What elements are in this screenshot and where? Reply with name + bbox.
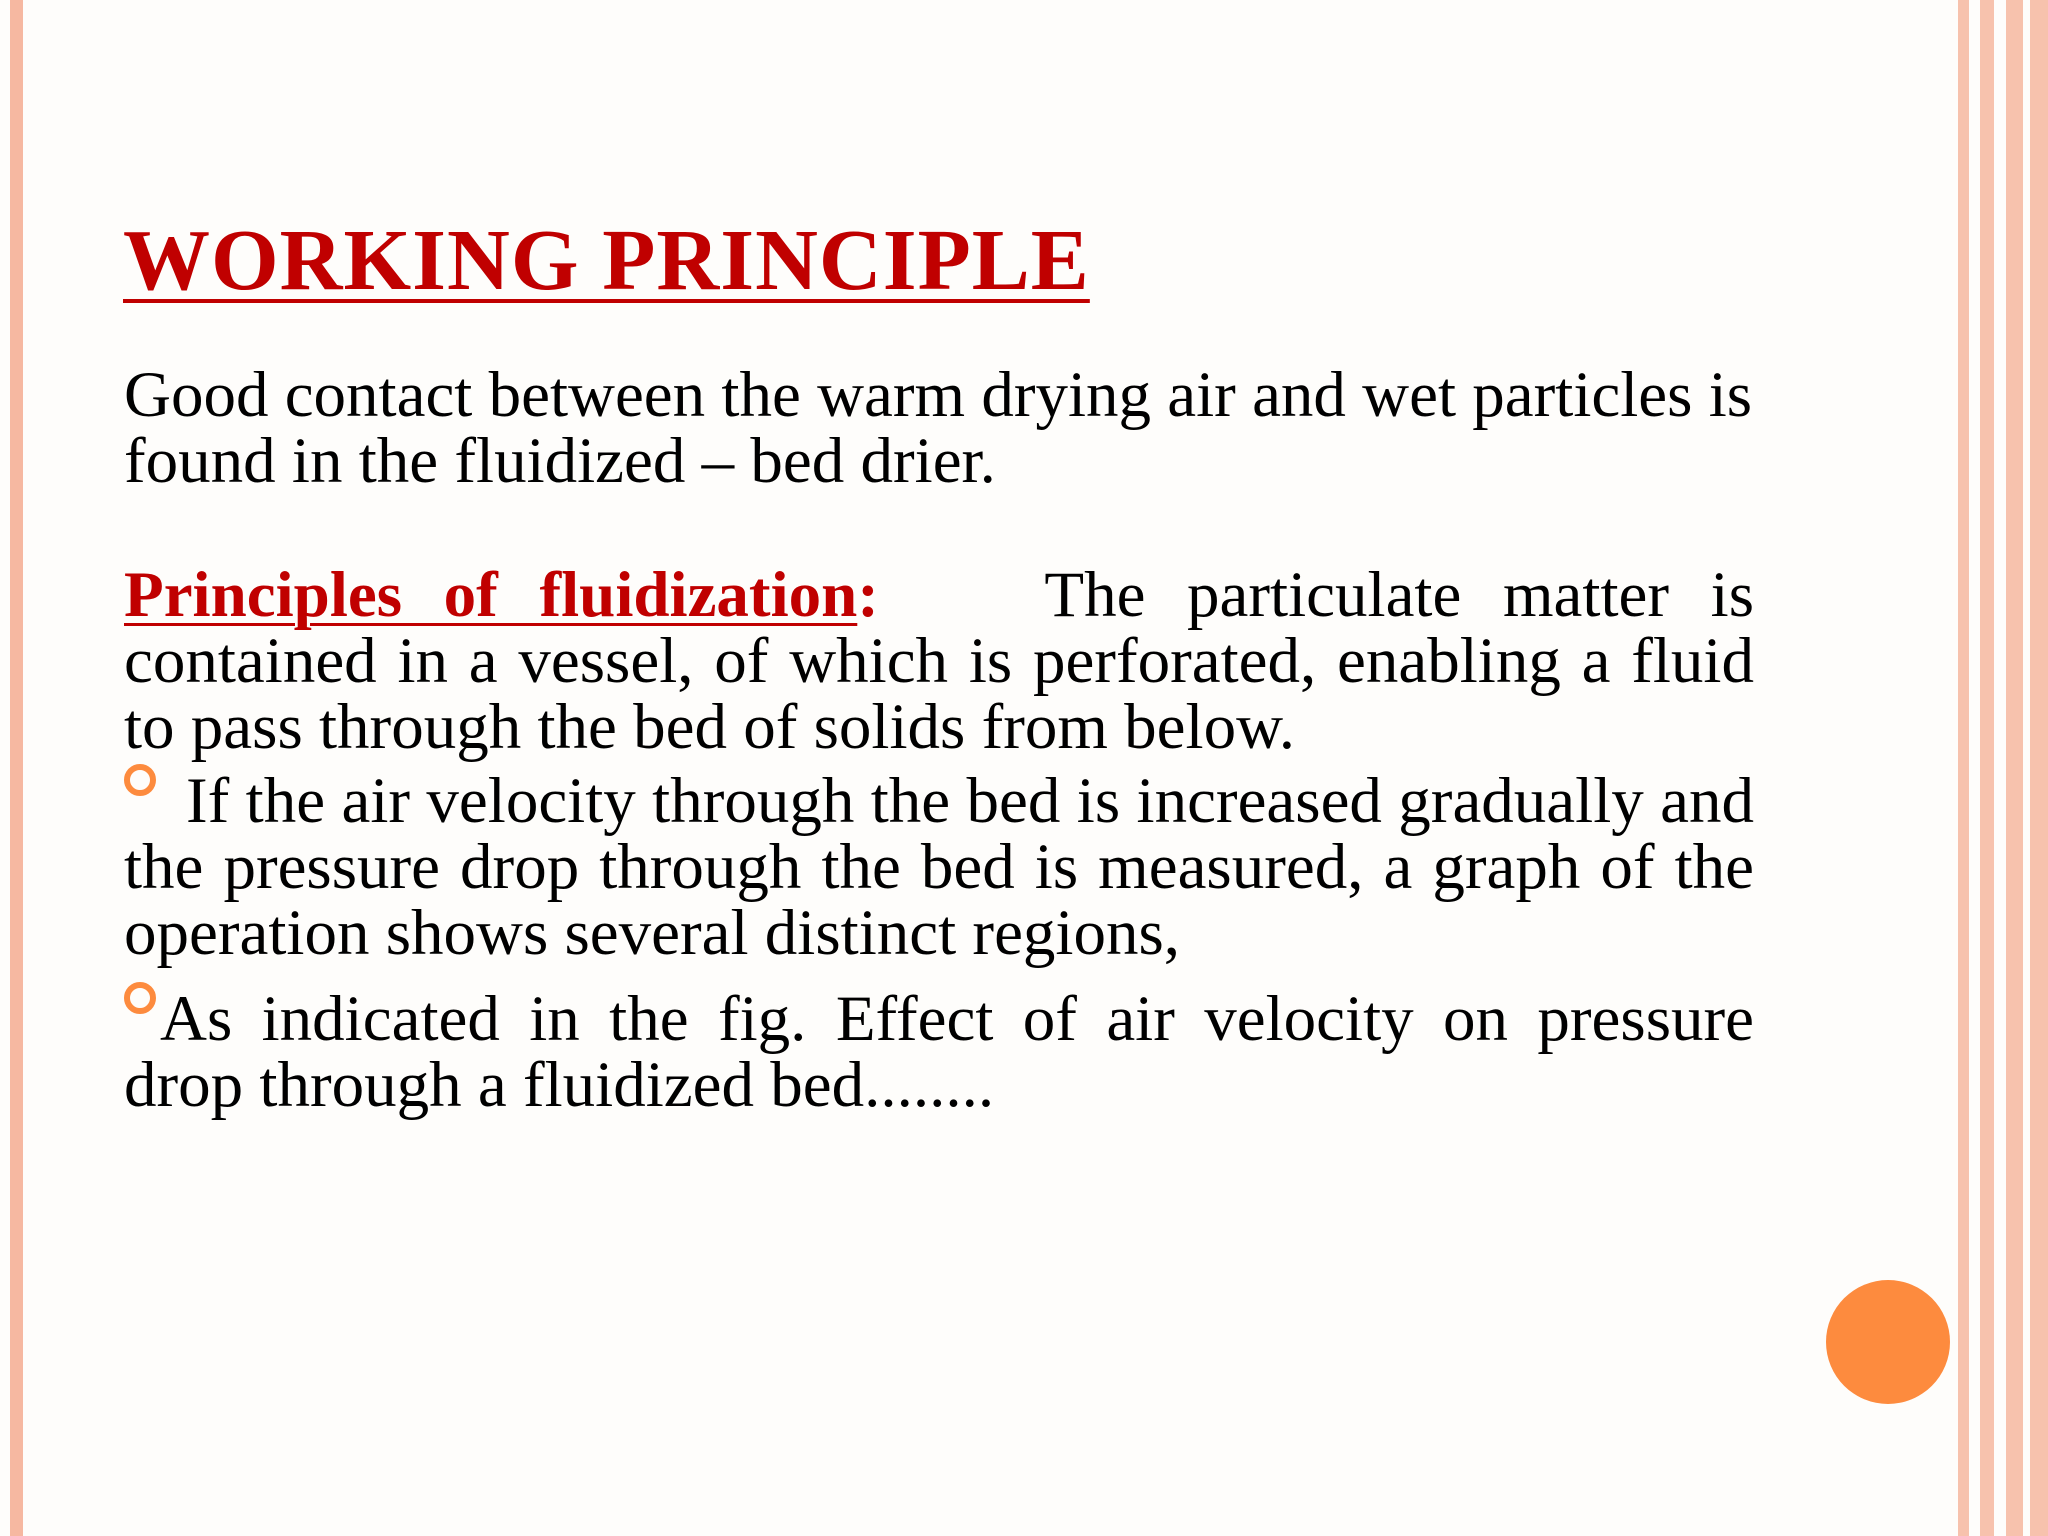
left-border-stripe <box>10 0 23 1536</box>
intro-paragraph: Good contact between the warm drying air and wet particles is found in the fluidized – bed drier. <box>124 359 1753 497</box>
slide-body <box>124 359 1755 1121</box>
right-border-stripe <box>2030 0 2048 1536</box>
slide-title: WORKING PRINCIPLE <box>123 211 1090 308</box>
principles-paragraph <box>124 559 1755 763</box>
hollow-circle-bullet-icon <box>124 764 156 796</box>
right-border-stripe <box>1958 0 1969 1536</box>
right-border-stripe <box>2006 0 2023 1536</box>
right-border-stripe <box>1980 0 1994 1536</box>
principles-text: The particulate matter is contained in a vessel, of which is perforated, enabling a fluid to pass through the bed of solids from below. <box>124 559 1755 763</box>
principles-heading: Principles of fluidization <box>124 559 858 631</box>
hollow-circle-bullet-icon <box>124 982 156 1014</box>
bullet-item <box>124 982 1754 1121</box>
decorative-circle <box>1826 1280 1950 1404</box>
bullet-item <box>124 764 1754 969</box>
bullet-text: If the air velocity through the bed is increased gradually and the pressure drop through the bed is measured, a graph of the operation shows several distinct regions, <box>124 765 1754 969</box>
principles-colon: : <box>857 559 879 631</box>
bullet-text: As indicated in the fig. Effect of air velocity on pressure drop through a fluidized bed........ <box>124 983 1754 1121</box>
